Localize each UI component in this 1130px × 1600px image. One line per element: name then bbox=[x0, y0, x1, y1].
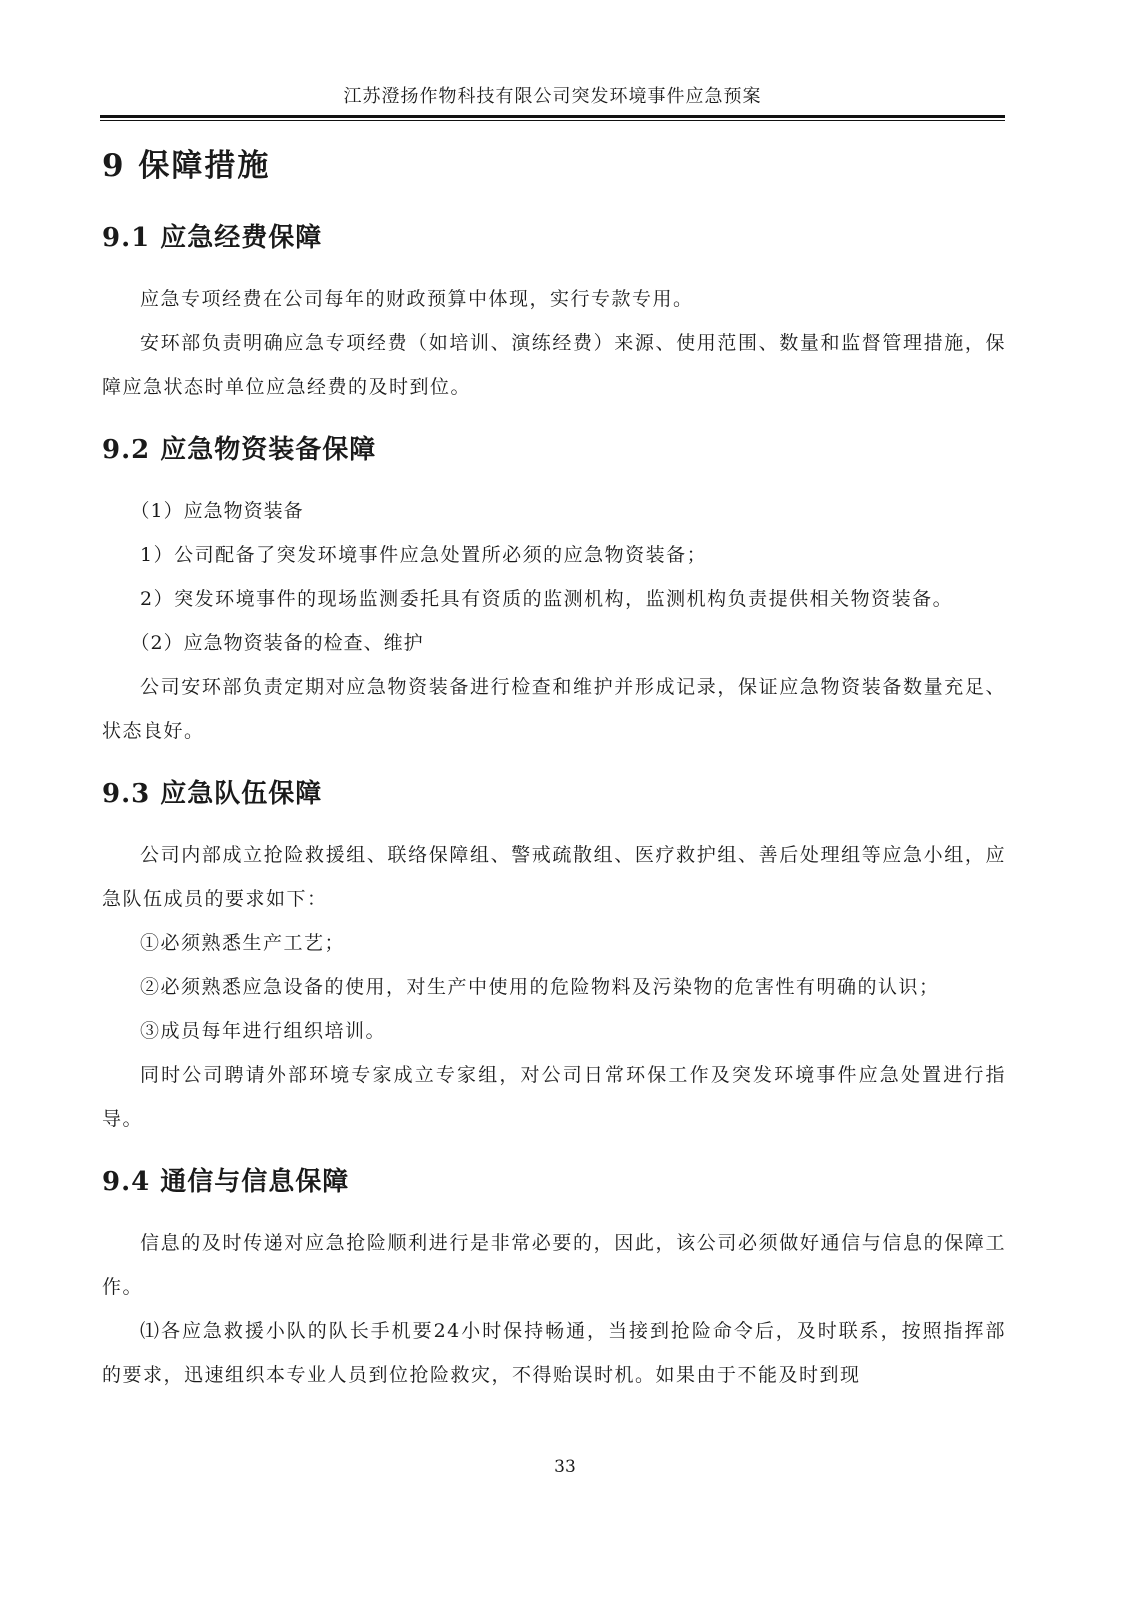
section-9-3 bbox=[102, 773, 1006, 1141]
paragraph: 公司内部成立抢险救援组、联络保障组、警戒疏散组、医疗救护组、善后处理组等应急小组，应急队伍成员的要求如下： bbox=[102, 844, 1006, 910]
list-item: ③成员每年进行组织培训。 bbox=[140, 1020, 387, 1042]
list-item: 2）突发环境事件的现场监测委托具有资质的监测机构，监测机构负责提供相关物资装备。 bbox=[140, 588, 954, 610]
page-header: 江苏澄扬作物科技有限公司突发环境事件应急预案 bbox=[343, 86, 762, 107]
chapter-title: 9 保障措施 bbox=[102, 148, 271, 184]
paragraph: ⑴各应急救援小队的队长手机要24小时保持畅通，当接到抢险命令后，及时联系，按照指挥部的要求，迅速组织本专业人员到位抢险救灾，不得贻误时机。如果由于不能及时到现 bbox=[102, 1320, 1006, 1386]
paragraph: 同时公司聘请外部环境专家成立专家组，对公司日常环保工作及突发环境事件应急处置进行指导。 bbox=[102, 1064, 1006, 1130]
page-number: 33 bbox=[554, 1457, 576, 1477]
paragraph: 公司安环部负责定期对应急物资装备进行检查和维护并形成记录，保证应急物资装备数量充足、状态良好。 bbox=[102, 676, 1006, 742]
list-item: ①必须熟悉生产工艺； bbox=[140, 932, 346, 954]
section-9-1 bbox=[102, 217, 1006, 409]
header-rule bbox=[100, 115, 1005, 121]
paragraph: 信息的及时传递对应急抢险顺利进行是非常必要的，因此，该公司必须做好通信与信息的保障工作。 bbox=[102, 1232, 1006, 1298]
section-title: 9.2 应急物资装备保障 bbox=[102, 435, 377, 465]
list-heading: （1）应急物资装备 bbox=[130, 500, 304, 522]
list-heading: （2）应急物资装备的检查、维护 bbox=[130, 632, 424, 654]
paragraph: 应急专项经费在公司每年的财政预算中体现，实行专款专用。 bbox=[140, 288, 694, 310]
section-title: 9.1 应急经费保障 bbox=[102, 223, 323, 253]
paragraph: 安环部负责明确应急专项经费（如培训、演练经费）来源、使用范围、数量和监督管理措施，保障应急状态时单位应急经费的及时到位。 bbox=[102, 332, 1006, 398]
section-9-2 bbox=[102, 429, 1006, 753]
list-item: ②必须熟悉应急设备的使用，对生产中使用的危险物料及污染物的危害性有明确的认识； bbox=[140, 976, 940, 998]
list-item: 1）公司配备了突发环境事件应急处置所必须的应急物资装备； bbox=[140, 544, 708, 566]
section-9-4 bbox=[102, 1161, 1006, 1397]
section-title: 9.4 通信与信息保障 bbox=[102, 1167, 350, 1197]
section-title: 9.3 应急队伍保障 bbox=[102, 779, 323, 809]
document-body bbox=[102, 135, 1006, 1397]
